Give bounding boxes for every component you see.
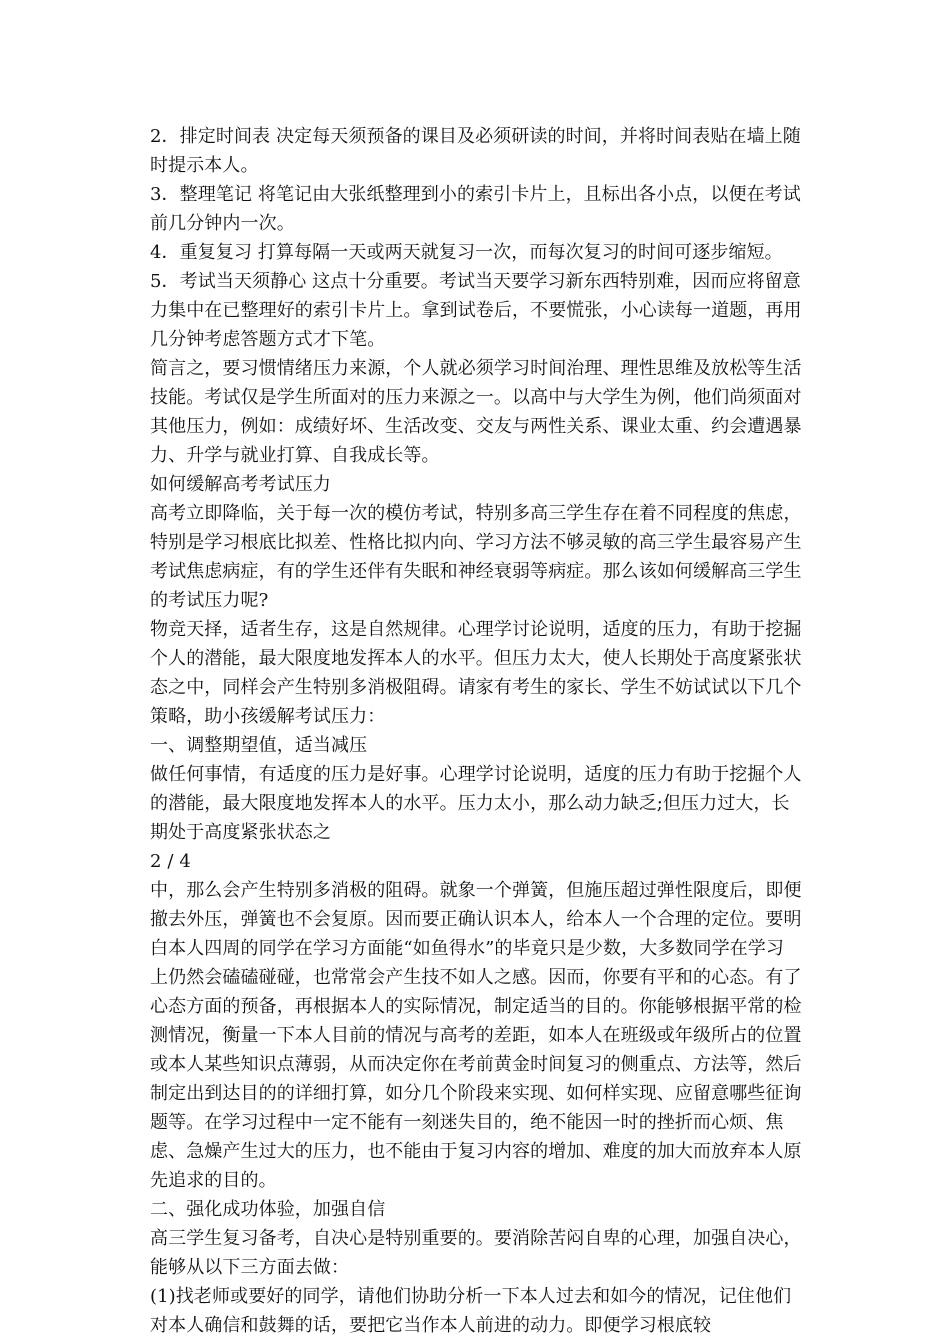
paragraph-strategies: 物竞天择，适者生存，这是自然规律。心理学讨论说明，适度的压力，有助于挖掘个人的潜能，最大限度地发挥本人的水平。但压力太大，使人长期处于高度紧张状态之中，同样会产生特别多消极阻碍。请家有考生的家长、学生不妨试试以下几个策略，助小孩缓解考试压力： [150,619,802,727]
subheading-adjust-expectations: 一、调整期望值，适当减压 [150,735,368,756]
paragraph-ask-teachers: (1)找老师或要好的同学，请他们协助分析一下本人过去和如今的情况，记住他们对本人确信和鼓舞的话，要把它当作本人前进的动力。即便学习根底较 [150,1286,792,1336]
paragraph-spring-analogy: 中，那么会产生特别多消极的阻碍。就象一个弹簧，但施压超过弹性限度后，即便撤去外压，弹簧也不会复原。因而要正确认识本人，给本人一个合理的定位。要明白本人四周的同学在学习方面能“如鱼得水”的毕竟只是少数，大多数同学在学习上仍然会磕磕碰碰，也常常会产生技不如人之感。因而，你要有平和的心态。有了心态方面的预备，再根据本人的实际情况，制定适当的目的。你能够根据平常的检测情况，衡量一下本人目前的情况与高考的差距，如本人在班级或年级所占的位置或本人某些知识点薄弱，从而决定你在考前黄金时间复习的侧重点、方法等，然后制定出到达目的的详细打算，如分几个阶段来实现、如何样实现、应留意哪些征询题等。在学习过程中一定不能有一刻迷失目的，绝不能因一时的挫折而心烦、焦虑、急燥产生过大的压力，也不能由于复习内容的增加、难度的加大而放弃本人原先追求的目的。 [150,880,802,1191]
paragraph-schedule: 2．排定时间表 决定每天须预备的课目及必须研读的时间，并将时间表贴在墙上随时提示本人。 [150,126,801,176]
document-body [150,122,802,1340]
paragraph-review: 4．重复复习 打算每隔一天或两天就复习一次，而每次复习的时间可逐步缩短。 [150,242,783,263]
page-number: 2 / 4 [150,851,191,872]
paragraph-self-confidence: 高三学生复习备考，自决心是特别重要的。要消除苦闷自卑的心理，加强自决心，能够从以下三方面去做： [150,1228,802,1278]
paragraph-moderate-pressure: 做任何事情，有适度的压力是好事。心理学讨论说明，适度的压力有助于挖掘个人的潜能，最大限度地发挥本人的水平。压力太小，那么动力缺乏;但压力过大，长期处于高度紧张状态之 [150,764,802,843]
paragraph-summary: 简言之，要习惯情绪压力来源，个人就必须学习时间治理、理性思维及放松等生活技能。考试仅是学生所面对的压力来源之一。以高中与大学生为例，他们尚须面对其他压力，例如：成绩好坏、生活改变、交友与两性关系、课业太重、约会遭遇暴力、升学与就业打算、自我成长等。 [150,358,802,466]
paragraph-exam-day: 5．考试当天须静心 这点十分重要。考试当天要学习新东西特别难，因而应将留意力集中在已整理好的索引卡片上。拿到试卷后，不要慌张，小心读每一道题，再用几分钟考虑答题方式才下笔。 [150,271,802,350]
section-heading-relieve-pressure: 如何缓解高考考试压力 [150,474,331,495]
paragraph-notes: 3．整理笔记 将笔记由大张纸整理到小的索引卡片上，且标出各小点，以便在考试前几分钟内一次。 [150,184,801,234]
paragraph-anxiety: 高考立即降临，关于每一次的模仿考试，特别多高三学生存在着不同程度的焦虑，特别是学习根底比拟差、性格比拟内向、学习方法不够灵敏的高三学生最容易产生考试焦虑病症，有的学生还伴有失眠和神经衰弱等病症。那么该如何缓解高三学生的考试压力呢? [150,503,802,611]
subheading-build-confidence: 二、强化成功体验，加强自信 [150,1199,386,1220]
